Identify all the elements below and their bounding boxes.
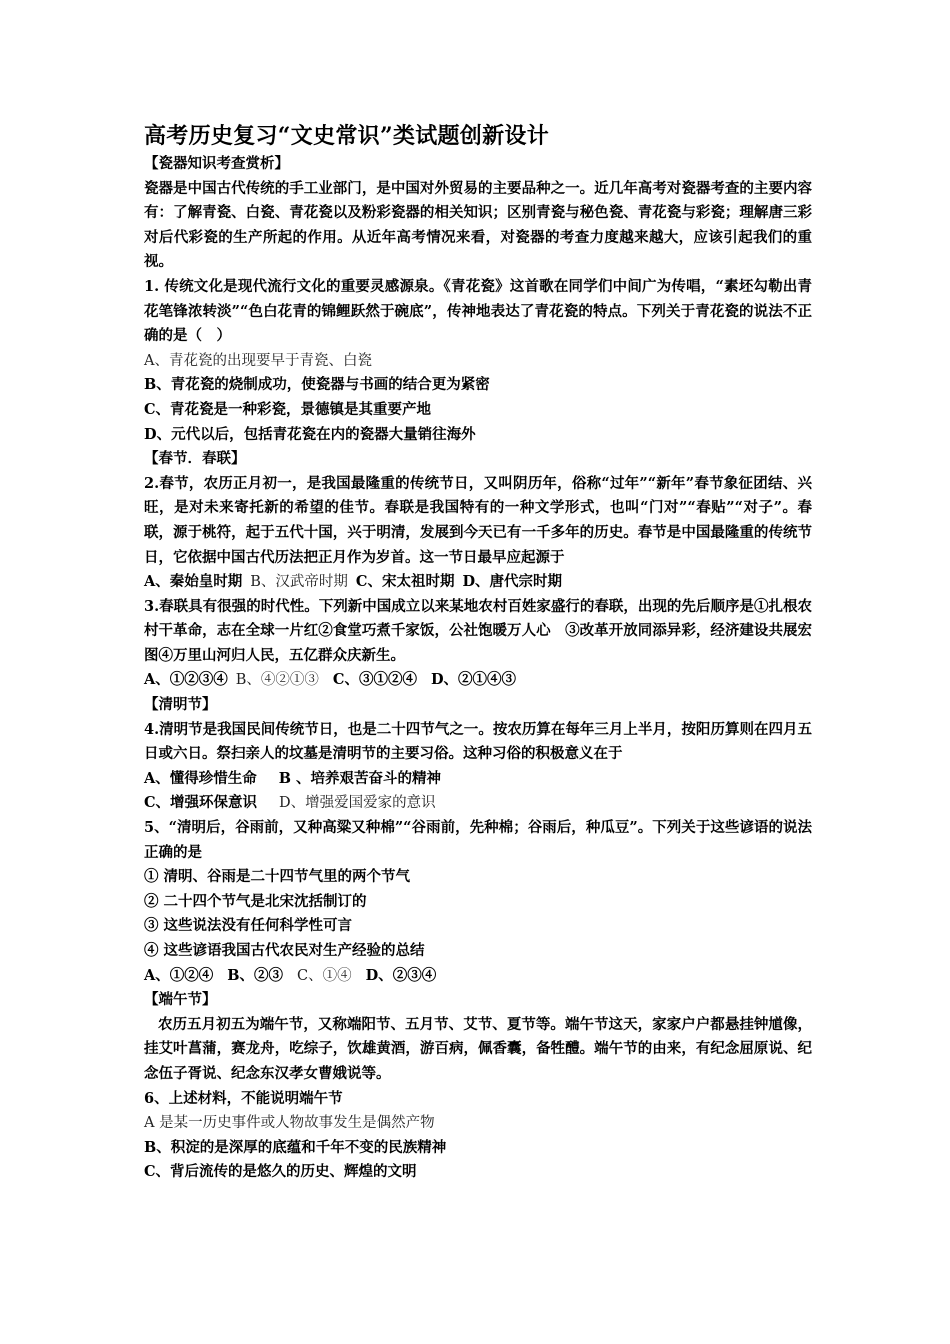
- q2-option-d: D、唐代宗时期: [462, 573, 563, 591]
- q4-options-row1: [144, 767, 812, 792]
- ceramics-intro: 瓷器是中国古代传统的手工业部门，是中国对外贸易的主要品种之一。近几年高考对瓷器考查的主要内容有：了解青瓷、白瓷、青花瓷以及粉彩瓷器的相关知识；区别青瓷与秘色瓷、青花瓷与彩瓷；理解唐三彩对后代彩瓷的生产所起的作用。从近年高考情况来看，对瓷器的考查力度越来越大，应该引起我们的重视。: [144, 179, 812, 271]
- q4-option-d: D、增强爱国爱家的意识: [279, 795, 436, 812]
- document-body: [144, 120, 812, 1185]
- q6-option-c: C、背后流传的是悠久的历史、辉煌的文明: [144, 1163, 417, 1181]
- q6-option-b: B、积淀的是深厚的底蕴和千年不变的民族精神: [144, 1138, 447, 1156]
- q3-options: [144, 668, 812, 693]
- q3-option-c: C、③①②④: [332, 671, 417, 689]
- q5-statement-4: ④ 这些谚语我国古代农民对生产经验的总结: [144, 942, 425, 959]
- q6-stem: 6、上述材料，不能说明端午节: [144, 1089, 343, 1107]
- duanwu-intro: 农历五月初五为端午节，又称端阳节、五月节、艾节、夏节等。端午节这天，家家户户都悬挂钟馗像，挂艾叶菖蒲，赛龙舟，吃综子，饮雄黄酒，游百病，佩香囊，备牲醴。端午节的由来，有纪念屈原说、纪念伍子胥说、纪念东汉孝女曹娥说等。: [144, 1015, 812, 1082]
- q4-option-a: A、懂得珍惜生命: [144, 769, 257, 787]
- q5-option-a: A、①②④: [144, 966, 214, 984]
- q1-option-b: B、青花瓷的烧制成功，使瓷器与书画的结合更为紧密: [144, 376, 490, 394]
- q4-options-row2: [144, 791, 812, 816]
- q5-option-b: B、②③: [227, 966, 284, 984]
- q4-stem: 4.清明节是我国民间传统节日，也是二十四节气之一。按农历算在每年三月上半月，按阳历算则在四月五日或六日。祭扫亲人的坟墓是清明节的主要习俗。这种习俗的积极意义在于: [144, 720, 812, 763]
- q2-option-c: C、宋太祖时期: [355, 573, 455, 591]
- q5-option-d: D、②③④: [365, 966, 437, 984]
- q1-option-d: D、元代以后，包括青花瓷在内的瓷器大量销往海外: [144, 425, 476, 443]
- q3-stem: 3.春联具有很强的时代性。下列新中国成立以来某地农村百姓家盛行的春联，出现的先后顺序是①扎根农村干革命，志在全球一片红②食堂巧煮千家饭，公社饱暖万人心 ③改革开放同添异彩，经济建设共展宏图④万里山河归人民，五亿群众庆新生。: [144, 597, 812, 664]
- section-header-spring: 【春节．春联】: [144, 450, 246, 468]
- q1-option-a: A、青花瓷的出现要早于青瓷、白瓷: [144, 352, 372, 369]
- q5-statement-1: ① 清明、谷雨是二十四节气里的两个节气: [144, 868, 411, 886]
- q5-statement-3: ③ 这些说法没有任何科学性可言: [144, 917, 353, 935]
- q5-statement-2: ② 二十四个节气是北宋沈括制订的: [144, 892, 367, 910]
- q4-option-c: C、增强环保意识: [144, 794, 258, 812]
- q3-option-a: A、①②③④: [144, 671, 228, 689]
- q3-option-d: D、②①④③: [430, 671, 517, 689]
- section-header-qingming: 【清明节】: [144, 696, 217, 714]
- q6-option-a: A 是某一历史事件或人物故事发生是偶然产物: [144, 1115, 435, 1132]
- q5-stem: 5、“清明后，谷雨前，又种高粱又种棉”“谷雨前，先种棉；谷雨后，种瓜豆”。下列关于这些谚语的说法正确的是: [144, 819, 812, 861]
- q5-option-c: C、①④: [297, 967, 352, 984]
- q2-options: [144, 570, 812, 595]
- q3-option-b: B、④②①③: [235, 672, 319, 689]
- q2-option-a: A、秦始皇时期: [144, 573, 243, 591]
- section-header-duanwu: 【端午节】: [144, 991, 217, 1009]
- q1-stem: 1. 传统文化是现代流行文化的重要灵感源泉。《青花瓷》这首歌在同学们中间广为传唱，“素坯勾勒出青花笔锋浓转淡”“色白花青的锦鲤跃然于碗底”，传神地表达了青花瓷的特点。下列关于青花瓷的说法不正确的是（ ）: [144, 277, 812, 345]
- q1-option-c: C、青花瓷是一种彩瓷，景德镇是其重要产地: [144, 400, 432, 418]
- q5-options: [144, 964, 812, 989]
- page-title: 高考历史复习“文史常识”类试题创新设计: [144, 123, 550, 149]
- q4-option-b: B 、培养艰苦奋斗的精神: [278, 769, 442, 787]
- q2-stem: 2.春节，农历正月初一，是我国最隆重的传统节日，又叫阴历年，俗称“过年”“新年”春节象征团结、兴旺，是对未来寄托新的希望的佳节。春联是我国特有的一种文学形式，也叫“门对”“春贴”“对子”。春联，源于桃符，起于五代十国，兴于明清，发展到今天已有一千多年的历史。春节是中国最隆重的传统节日，它依据中国古代历法把正月作为岁首。这一节日最早应起源于: [144, 474, 812, 566]
- q2-option-b: B、汉武帝时期: [250, 574, 348, 591]
- section-header-ceramics: 【瓷器知识考查赏析】: [144, 155, 289, 172]
